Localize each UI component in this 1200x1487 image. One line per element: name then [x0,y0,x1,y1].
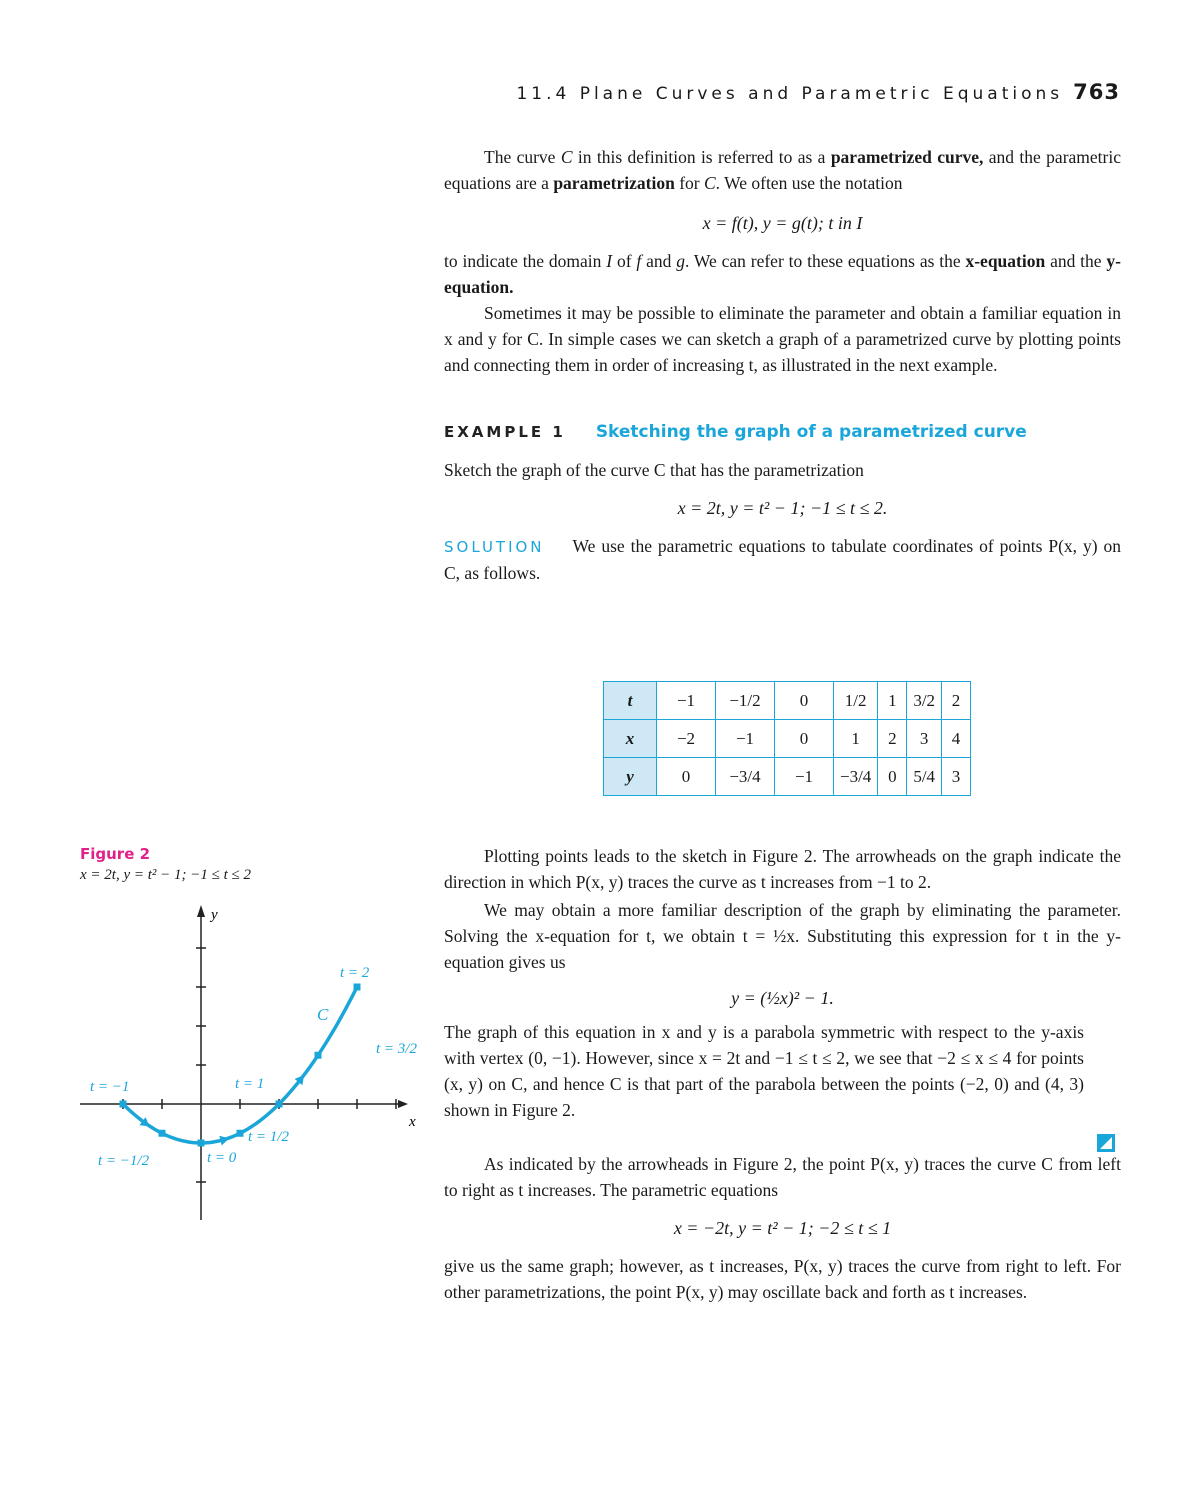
data-point [120,1101,127,1108]
table-cell: −3/4 [716,758,775,796]
data-point [198,1140,205,1147]
point-label: t = 3/2 [376,1041,417,1057]
data-point [276,1101,283,1108]
end-of-solution-icon [1097,1134,1115,1152]
table-row [604,720,971,758]
paragraph-parabola: The graph of this equation in x and y is a parabola symmetric with respect to the y-axis with vertex (0, −1). However, since x = 2t and −1 ≤ t ≤ 2, we see that −2 ≤ x ≤ 4 for points (x, y) on C, and hence C is that part of the parabola between the points (−2, 0) and (4, 3) shown in Figure 2. [444,1022,1084,1120]
table-cell: 3 [907,720,942,758]
table-cell: 2 [942,682,971,720]
table-cell: 4 [942,720,971,758]
table-cell: −2 [657,720,716,758]
point-label: t = 1 [235,1076,265,1092]
point-label: t = 2 [340,965,370,981]
paragraph-familiar: We may obtain a more familiar description of the graph by eliminating the parameter. Solving the x-equation for t, we obtain t = ½x. Substituting this expression for t in the y-equation gives us [444,900,1121,972]
table-head: y [604,758,657,796]
paragraph-domain: to indicate the domain I of f and g. We can refer to these equations as the x-equation and the y-equation. [444,251,1121,297]
figure-caption [80,845,251,884]
table-cell: 1 [878,682,907,720]
table-cell: 5/4 [907,758,942,796]
table-cell: 0 [657,758,716,796]
table-head: t [604,682,657,720]
solution-label: SOLUTION [444,538,545,556]
table-head: x [604,720,657,758]
table-cell: 1 [834,720,878,758]
body-column-top [444,144,1121,586]
table-cell: −1/2 [716,682,775,720]
point-label: t = 1/2 [248,1129,289,1145]
paragraph-eliminate: Sometimes it may be possible to eliminate the parameter and obtain a familiar equation in x and y for C. In simple cases we can sketch a graph of a parametrized curve by plotting points and connecting them in order of increasing t, as illustrated in the next example. [444,303,1121,375]
example-label: EXAMPLE 1 [444,423,566,441]
solution-paragraph: SOLUTION We use the parametric equations to tabulate coordinates of points P(x, y) on C, as follows. [444,536,1121,583]
table-cell: 0 [878,758,907,796]
example-prompt: Sketch the graph of the curve C that has the parametrization [444,460,864,480]
table-cell: 1/2 [834,682,878,720]
paragraph-plotting: Plotting points leads to the sketch in Figure 2. The arrowheads on the graph indicate the direction in which P(x, y) traces the curve as t increases from −1 to 2. [444,846,1121,892]
section-title: 11.4 Plane Curves and Parametric Equations [516,84,1064,104]
paragraph-definition: The curve C in this definition is referred to as a parametrized curve, and the parametric equations are a parametrization for C. We often use the notation [444,147,1121,193]
equation-reverse: x = −2t, y = t² − 1; −2 ≤ t ≤ 1 [673,1218,892,1238]
figure-labels [90,907,417,1169]
equation-notation: x = f(t), y = g(t); t in I [702,213,863,233]
table-cell: 3 [942,758,971,796]
page-number: 763 [1073,80,1120,104]
data-point [354,984,361,991]
table-cell: 0 [775,720,834,758]
point-label: t = 0 [207,1150,237,1166]
table-cell: 2 [878,720,907,758]
curve-label: C [317,1005,329,1024]
body-column-bottom [444,843,1121,1305]
table-cell: −3/4 [834,758,878,796]
data-point [237,1130,244,1137]
table-row [604,758,971,796]
paragraph-oscillate: give us the same graph; however, as t increases, P(x, y) traces the curve from right to left. For other parametrizations, the point P(x, y) may oscillate back and forth as t increases. [444,1256,1121,1302]
table-row [604,682,971,720]
figure-graph [70,895,430,1235]
data-point [315,1052,322,1059]
paragraph-direction: As indicated by the arrowheads in Figure 2, the point P(x, y) traces the curve C from left to right as t increases. The parametric equations [444,1154,1121,1200]
figure-equation: x = 2t, y = t² − 1; −1 ≤ t ≤ 2 [80,867,252,883]
table-cell: −1 [657,682,716,720]
axes [80,905,408,1220]
data-point [159,1130,166,1137]
example-heading [444,418,1121,445]
point-label: t = −1 [90,1079,130,1095]
table-cell: −1 [716,720,775,758]
example-title: Sketching the graph of a parametrized curve [595,422,1027,442]
equation-parabola: y = (½x)² − 1. [731,988,834,1008]
figure-title: Figure 2 [80,845,151,863]
x-axis-arrow [398,1100,408,1108]
table-cell: 3/2 [907,682,942,720]
equation-parametrization: x = 2t, y = t² − 1; −1 ≤ t ≤ 2. [677,498,888,518]
running-header [516,80,1120,104]
table-cell: 0 [775,682,834,720]
table-cell: −1 [775,758,834,796]
point-label: t = −1/2 [98,1153,150,1169]
values-table [603,681,971,796]
y-axis-arrow [197,905,205,917]
x-axis-label: x [409,1114,416,1130]
y-axis-label: y [211,907,218,923]
